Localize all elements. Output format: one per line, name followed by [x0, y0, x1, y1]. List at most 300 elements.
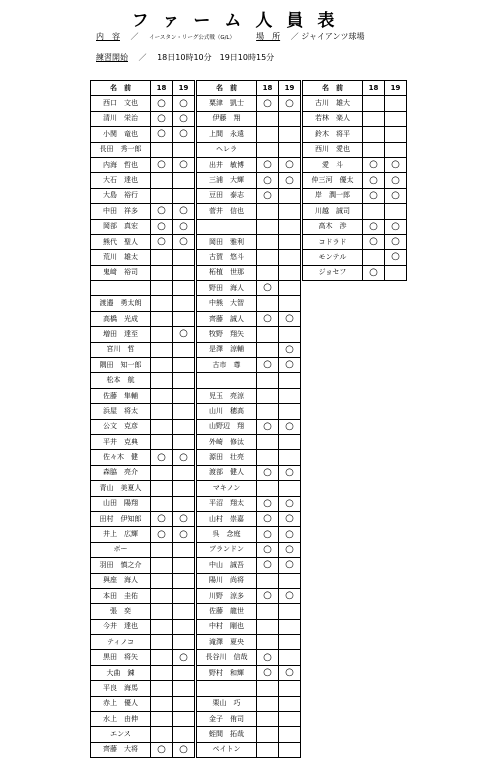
table-row — [197, 404, 301, 419]
player-name: 水上 由伸 — [91, 712, 151, 727]
player-name: 浜屋 将太 — [91, 404, 151, 419]
player-name: 豆田 泰志 — [197, 188, 257, 203]
day19-mark — [173, 296, 195, 311]
player-name: 三浦 大輝 — [197, 173, 257, 188]
table-row — [91, 342, 195, 357]
day18-mark — [257, 619, 279, 634]
day18-mark: ○ — [257, 157, 279, 172]
table-row — [91, 681, 195, 696]
day19-mark — [279, 604, 301, 619]
day18-mark: ○ — [257, 358, 279, 373]
day19-mark — [173, 373, 195, 388]
table-row — [197, 250, 301, 265]
table-row — [197, 296, 301, 311]
player-name: モンテル — [303, 250, 363, 265]
day19-mark: ○ — [279, 588, 301, 603]
table-row — [91, 542, 195, 557]
day19-mark: ○ — [173, 157, 195, 172]
day19-mark: ○ — [279, 358, 301, 373]
table-row — [303, 265, 407, 280]
day19-mark — [279, 619, 301, 634]
day18-mark: ○ — [151, 742, 173, 757]
table-row — [91, 388, 195, 403]
player-name: 古川 雄大 — [303, 96, 363, 111]
day19-mark — [279, 219, 301, 234]
player-name: 川越 誠司 — [303, 204, 363, 219]
day19-mark: ○ — [279, 496, 301, 511]
day18-mark — [151, 265, 173, 280]
day18-mark — [151, 465, 173, 480]
day18-mark: ○ — [363, 265, 385, 280]
player-name: 今井 達也 — [91, 619, 151, 634]
player-name: 本田 圭佑 — [91, 588, 151, 603]
day18-mark: ○ — [257, 96, 279, 111]
player-name: 岸 潤一郎 — [303, 188, 363, 203]
player-name: 野村 和輝 — [197, 665, 257, 680]
player-name: 仲三河 優太 — [303, 173, 363, 188]
day18-mark — [363, 142, 385, 157]
day19-mark — [279, 188, 301, 203]
day18-mark — [151, 635, 173, 650]
table-row — [91, 265, 195, 280]
day18-mark — [257, 742, 279, 757]
day18-mark: ○ — [363, 173, 385, 188]
day19-mark: ○ — [173, 96, 195, 111]
day19-mark — [279, 234, 301, 249]
day19-mark: ○ — [279, 173, 301, 188]
roster-table-1 — [90, 80, 195, 758]
table-row — [197, 342, 301, 357]
day18-mark — [151, 358, 173, 373]
day18-header: 18 — [257, 81, 279, 96]
table-row — [197, 311, 301, 326]
player-name: 大石 達也 — [91, 173, 151, 188]
player-name: 若林 楽人 — [303, 111, 363, 126]
player-name: 佐藤 龍世 — [197, 604, 257, 619]
practice-label: 練習開始 — [96, 53, 128, 62]
content-value: イースタン・リーグ公式戦（G/L） — [149, 35, 235, 41]
day19-mark — [279, 388, 301, 403]
player-name: 赤上 優人 — [91, 696, 151, 711]
day19-mark — [385, 111, 407, 126]
day19-mark: ○ — [173, 204, 195, 219]
day18-mark — [257, 204, 279, 219]
day19-mark — [279, 142, 301, 157]
player-name: 古賀 悠斗 — [197, 250, 257, 265]
table-row — [91, 142, 195, 157]
practice-line: 練習開始 ／ 18日10時10分 19日10時15分 — [96, 53, 275, 62]
day19-mark — [279, 573, 301, 588]
day19-mark: ○ — [173, 742, 195, 757]
day19-mark — [173, 619, 195, 634]
day18-mark — [151, 434, 173, 449]
day18-mark: ○ — [363, 219, 385, 234]
player-name: エンス — [91, 727, 151, 742]
player-name: 佐々木 健 — [91, 450, 151, 465]
day18-mark — [151, 311, 173, 326]
day19-mark — [385, 127, 407, 142]
day18-mark: ○ — [257, 173, 279, 188]
day18-mark — [257, 265, 279, 280]
player-name: マキノン — [197, 481, 257, 496]
player-name: 栗山 巧 — [197, 696, 257, 711]
player-name: 宮川 哲 — [91, 342, 151, 357]
table-row — [91, 527, 195, 542]
table-row — [197, 219, 301, 234]
table-row — [197, 111, 301, 126]
table-row — [91, 173, 195, 188]
day19-mark — [173, 358, 195, 373]
day18-mark — [257, 219, 279, 234]
day19-mark — [279, 111, 301, 126]
table-row — [197, 373, 301, 388]
day18-mark: ○ — [151, 157, 173, 172]
player-name: 鈴木 将平 — [303, 127, 363, 142]
player-name: 柘植 世那 — [197, 265, 257, 280]
day19-mark — [173, 388, 195, 403]
player-name: 荒川 雄太 — [91, 250, 151, 265]
day18-mark — [257, 604, 279, 619]
day18-mark — [151, 296, 173, 311]
table-row — [91, 157, 195, 172]
table-row — [91, 604, 195, 619]
day19-mark — [385, 204, 407, 219]
day19-mark: ○ — [385, 157, 407, 172]
table-row — [197, 419, 301, 434]
day18-mark: ○ — [257, 281, 279, 296]
day19-mark: ○ — [279, 419, 301, 434]
player-name: 西口 文也 — [91, 96, 151, 111]
day18-mark: ○ — [151, 111, 173, 126]
player-name: 中熊 大智 — [197, 296, 257, 311]
day19-mark: ○ — [279, 665, 301, 680]
header-row — [91, 81, 195, 96]
day18-mark: ○ — [257, 188, 279, 203]
player-name: 與座 海人 — [91, 573, 151, 588]
day18-mark: ○ — [151, 204, 173, 219]
player-name: 大島 裕行 — [91, 188, 151, 203]
table-row — [91, 619, 195, 634]
day18-mark: ○ — [151, 127, 173, 142]
day18-mark — [257, 388, 279, 403]
player-name — [197, 219, 257, 234]
day19-mark — [279, 681, 301, 696]
day18-mark — [257, 342, 279, 357]
table-row — [91, 558, 195, 573]
day18-mark: ○ — [257, 527, 279, 542]
day19-mark — [173, 419, 195, 434]
player-name: 平良 海馬 — [91, 681, 151, 696]
table-row — [197, 434, 301, 449]
table-row — [197, 496, 301, 511]
day19-mark — [173, 311, 195, 326]
table-row — [91, 573, 195, 588]
day19-mark — [173, 281, 195, 296]
day18-mark — [151, 142, 173, 157]
day19-mark — [279, 650, 301, 665]
player-name: 齊藤 大将 — [91, 742, 151, 757]
day18-mark — [257, 696, 279, 711]
day19-mark: ○ — [385, 234, 407, 249]
day18-mark — [151, 696, 173, 711]
day19-mark — [279, 635, 301, 650]
player-name: 田村 伊知郎 — [91, 511, 151, 526]
day19-mark — [173, 142, 195, 157]
table-row — [91, 219, 195, 234]
table-row — [91, 665, 195, 680]
player-name: 公文 克彦 — [91, 419, 151, 434]
player-name: 粟津 凱士 — [197, 96, 257, 111]
day19-mark — [173, 665, 195, 680]
name-header: 名 前 — [197, 81, 257, 96]
table-row — [197, 465, 301, 480]
table-row — [91, 450, 195, 465]
table-row — [91, 358, 195, 373]
player-name: 羽田 慎之介 — [91, 558, 151, 573]
day18-mark — [257, 681, 279, 696]
player-name: ボー — [91, 542, 151, 557]
table-row — [91, 404, 195, 419]
player-name: 上間 永遠 — [197, 127, 257, 142]
day19-mark — [173, 573, 195, 588]
table-row — [91, 496, 195, 511]
day18-mark — [151, 619, 173, 634]
player-name: 松本 航 — [91, 373, 151, 388]
player-name: 小関 竜也 — [91, 127, 151, 142]
day19-mark: ○ — [279, 465, 301, 480]
player-name: 平井 克典 — [91, 434, 151, 449]
day18-mark: ○ — [151, 219, 173, 234]
day18-mark — [257, 296, 279, 311]
player-name: 古市 尊 — [197, 358, 257, 373]
player-name: 佐藤 隼輔 — [91, 388, 151, 403]
table-row — [91, 296, 195, 311]
player-name: 長田 秀一郎 — [91, 142, 151, 157]
day19-mark — [279, 696, 301, 711]
day19-mark — [279, 250, 301, 265]
day18-mark — [151, 542, 173, 557]
day18-mark: ○ — [257, 496, 279, 511]
day18-mark — [363, 204, 385, 219]
table-row — [91, 481, 195, 496]
day18-mark: ○ — [257, 511, 279, 526]
day19-mark: ○ — [173, 450, 195, 465]
player-name: 平沼 翔太 — [197, 496, 257, 511]
day18-mark — [151, 173, 173, 188]
day18-mark: ○ — [257, 419, 279, 434]
player-name: ブランドン — [197, 542, 257, 557]
day19-mark — [173, 727, 195, 742]
table-row — [197, 696, 301, 711]
day18-mark: ○ — [151, 234, 173, 249]
table-row — [197, 157, 301, 172]
day19-mark — [173, 696, 195, 711]
table-row — [91, 281, 195, 296]
day18-mark: ○ — [151, 96, 173, 111]
player-name: 外崎 修汰 — [197, 434, 257, 449]
day18-mark: ○ — [363, 188, 385, 203]
player-name: 大曲 錬 — [91, 665, 151, 680]
day19-mark — [173, 635, 195, 650]
table-row — [91, 111, 195, 126]
player-name: 野田 海人 — [197, 281, 257, 296]
day18-mark — [257, 450, 279, 465]
player-name: 陽川 尚将 — [197, 573, 257, 588]
player-name: 隅田 知一郎 — [91, 358, 151, 373]
table-row — [197, 727, 301, 742]
day18-mark — [257, 481, 279, 496]
day19-mark — [173, 496, 195, 511]
day18-mark — [363, 111, 385, 126]
player-name: 伊藤 翔 — [197, 111, 257, 126]
day19-mark — [173, 542, 195, 557]
day19-mark: ○ — [385, 219, 407, 234]
player-name: 渡邉 勇太朗 — [91, 296, 151, 311]
player-name: ティノコ — [91, 635, 151, 650]
table-row — [197, 665, 301, 680]
day19-mark — [173, 588, 195, 603]
table-row — [197, 742, 301, 757]
table-row — [91, 419, 195, 434]
day18-mark — [151, 727, 173, 742]
day19-mark — [173, 250, 195, 265]
player-name: 中山 誠吾 — [197, 558, 257, 573]
table-row — [91, 635, 195, 650]
player-name: 熊代 聖人 — [91, 234, 151, 249]
player-name: 齊藤 誠人 — [197, 311, 257, 326]
place-value: ジャイアンツ球場 — [301, 32, 365, 41]
table-row — [197, 481, 301, 496]
table-row — [91, 727, 195, 742]
player-name — [197, 373, 257, 388]
day18-mark: ○ — [151, 450, 173, 465]
player-name: 蛭間 拓哉 — [197, 727, 257, 742]
day19-mark — [173, 434, 195, 449]
day18-mark — [257, 727, 279, 742]
table-row — [197, 573, 301, 588]
day19-mark — [173, 404, 195, 419]
day18-mark: ○ — [257, 542, 279, 557]
player-name: 黒田 将矢 — [91, 650, 151, 665]
day18-mark: ○ — [363, 157, 385, 172]
table-row — [91, 511, 195, 526]
content-line: 内 容 ／ イースタン・リーグ公式戦（G/L） 場 所 ／ ジャイアンツ球場 — [96, 32, 365, 41]
table-row — [197, 96, 301, 111]
header-row — [197, 81, 301, 96]
day19-mark: ○ — [173, 111, 195, 126]
content-label: 内 容 — [96, 32, 120, 41]
day19-mark — [279, 127, 301, 142]
day18-mark — [151, 342, 173, 357]
roster-table-2 — [196, 80, 301, 758]
day19-mark — [173, 465, 195, 480]
player-name: 山川 穂高 — [197, 404, 257, 419]
player-name: 出井 敏博 — [197, 157, 257, 172]
day19-mark: ○ — [279, 558, 301, 573]
day18-mark: ○ — [151, 511, 173, 526]
table-row — [303, 188, 407, 203]
day18-mark: ○ — [257, 665, 279, 680]
player-name: 西川 愛也 — [303, 142, 363, 157]
table-row — [197, 635, 301, 650]
table-row — [303, 142, 407, 157]
player-name: 渡部 健人 — [197, 465, 257, 480]
table-row — [197, 142, 301, 157]
day18-mark — [151, 558, 173, 573]
table-row — [303, 157, 407, 172]
day18-mark — [363, 250, 385, 265]
table-row — [303, 173, 407, 188]
day18-mark — [151, 373, 173, 388]
day18-mark — [151, 573, 173, 588]
player-name: 清川 栄治 — [91, 111, 151, 126]
table-row — [197, 204, 301, 219]
day18-mark — [151, 588, 173, 603]
table-row — [197, 681, 301, 696]
day18-mark — [151, 388, 173, 403]
day19-mark: ○ — [385, 173, 407, 188]
day18-mark — [257, 111, 279, 126]
player-name: 高橋 光成 — [91, 311, 151, 326]
day19-mark — [279, 727, 301, 742]
table-row — [91, 188, 195, 203]
table-row — [91, 250, 195, 265]
day19-mark — [279, 404, 301, 419]
player-name: 是澤 涼輔 — [197, 342, 257, 357]
day19-mark — [173, 558, 195, 573]
table-row — [91, 234, 195, 249]
player-name: 中村 剛也 — [197, 619, 257, 634]
player-name: 児玉 亮涼 — [197, 388, 257, 403]
table-row — [91, 742, 195, 757]
day19-mark — [173, 265, 195, 280]
day19-mark — [173, 604, 195, 619]
player-name: 岡田 雅利 — [197, 234, 257, 249]
practice-value: 18日10時10分 19日10時15分 — [157, 53, 275, 62]
player-name: 川野 涼多 — [197, 588, 257, 603]
table-row — [303, 204, 407, 219]
day18-mark — [257, 250, 279, 265]
day19-mark: ○ — [385, 250, 407, 265]
day19-mark — [279, 204, 301, 219]
name-header: 名 前 — [91, 81, 151, 96]
table-row — [91, 434, 195, 449]
day19-mark — [279, 281, 301, 296]
day19-mark — [173, 342, 195, 357]
table-row — [91, 311, 195, 326]
day19-mark — [385, 142, 407, 157]
place-label: 場 所 — [256, 32, 281, 41]
day18-mark: ○ — [257, 311, 279, 326]
day19-mark: ○ — [173, 527, 195, 542]
player-name: 山田 陽翔 — [91, 496, 151, 511]
table-row — [303, 250, 407, 265]
day19-mark: ○ — [279, 527, 301, 542]
day19-mark — [279, 327, 301, 342]
day18-mark: ○ — [257, 558, 279, 573]
table-row — [197, 173, 301, 188]
player-name: ヘレラ — [197, 142, 257, 157]
day18-header: 18 — [363, 81, 385, 96]
day18-mark — [363, 127, 385, 142]
day19-mark: ○ — [279, 96, 301, 111]
player-name: 増田 達至 — [91, 327, 151, 342]
day19-mark: ○ — [279, 342, 301, 357]
day19-mark — [385, 96, 407, 111]
player-name — [197, 681, 257, 696]
player-name: 内海 哲也 — [91, 157, 151, 172]
player-name — [91, 281, 151, 296]
